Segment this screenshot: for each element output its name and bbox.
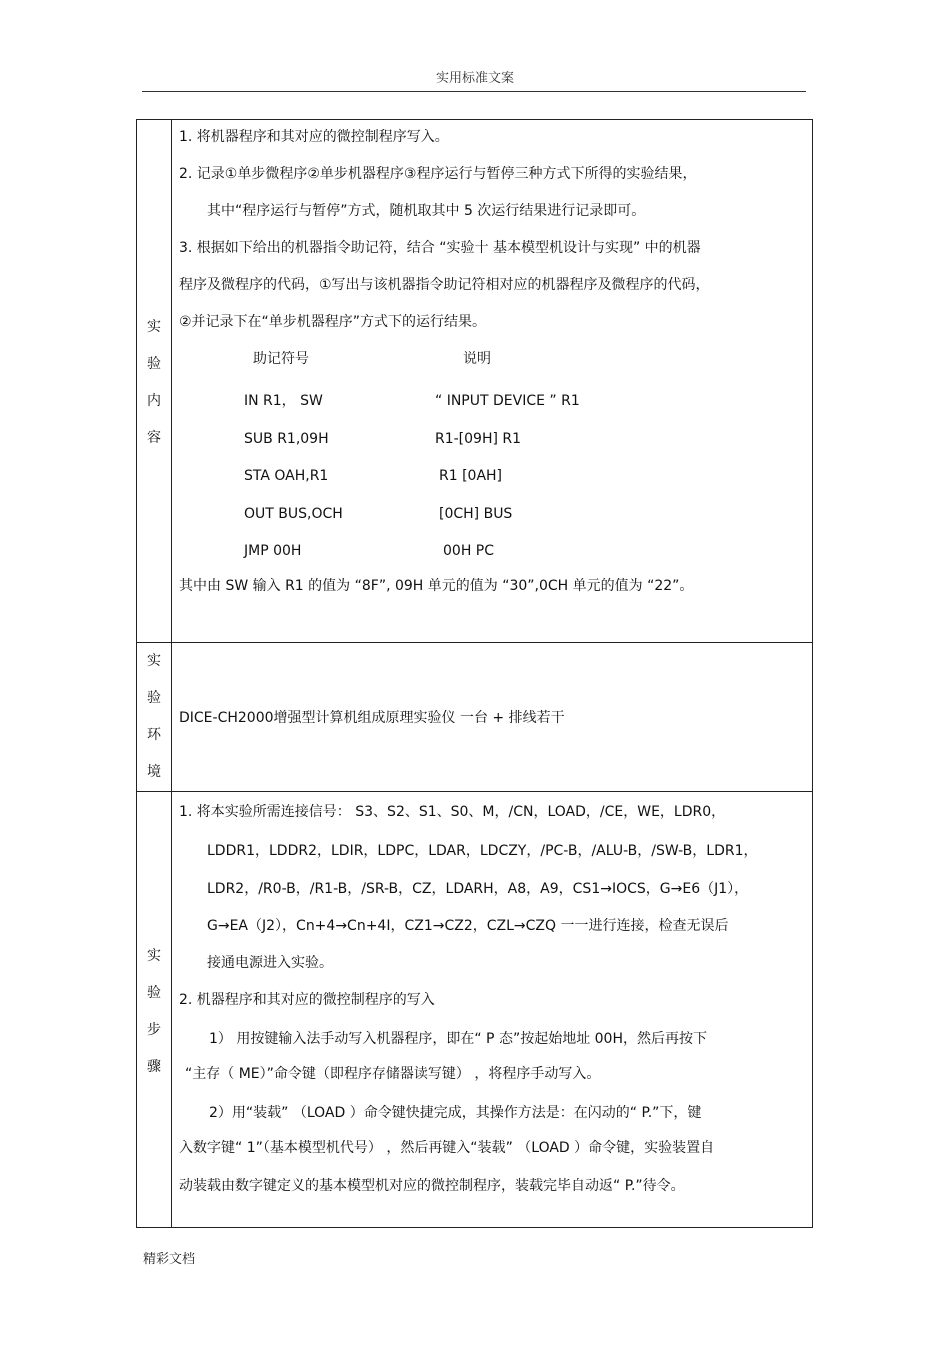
steps-line-1: 1. 将本实验所需连接信号： S3、S2、S1、S0、M，/CN，LOAD，/CE，WE，LDR0，	[179, 804, 726, 820]
label-char: 境	[147, 764, 161, 780]
instruction-mnemonic: OUT BUS,OCH	[244, 506, 343, 522]
label-char: 实	[147, 948, 161, 964]
environment-section-label	[137, 643, 171, 791]
steps-line-7: 1） 用按键输入法手动写入机器程序，即在“ P 态”按起始地址 00H，然后再按下	[209, 1031, 707, 1047]
instruction-description: R1 [0AH]	[439, 468, 503, 484]
environment-text: DICE-CH2000增强型计算机组成原理实验仪 一台 + 排线若干	[179, 710, 565, 726]
content-line-4: 3. 根据如下给出的机器指令助记符，结合 “实验十 基本模型机设计与实现” 中的机器	[179, 240, 701, 256]
steps-line-5: 接通电源进入实验。	[207, 955, 333, 971]
description-header: 说明	[463, 351, 491, 367]
steps-line-4: G→EA（J2），Cn+4→Cn+4I，CZ1→CZ2，CZL→CZQ 一一进行连接，检查无误后	[207, 918, 729, 934]
steps-line-11: 动装载由数字键定义的基本模型机对应的微控制程序，装载完毕自动返“ P.”待令。	[179, 1178, 685, 1194]
content-line-3: 其中“程序运行与暂停”方式，随机取其中 5 次运行结果进行记录即可。	[207, 203, 646, 219]
label-char: 实	[147, 319, 161, 335]
label-char: 验	[147, 690, 161, 706]
label-char: 容	[147, 430, 161, 446]
content-section-label	[137, 309, 171, 457]
instruction-description: “ INPUT DEVICE ” R1	[435, 393, 580, 409]
steps-line-9: 2）用“装载” （LOAD ）命令键快捷完成，其操作方法是：在闪动的“ P.”下，键	[209, 1105, 702, 1121]
instruction-mnemonic: JMP 00H	[244, 543, 302, 559]
instruction-description: [0CH] BUS	[439, 506, 513, 522]
instruction-mnemonic: SUB R1,09H	[244, 431, 329, 447]
row-divider-content-environment	[137, 642, 812, 643]
content-line-2: 2. 记录①单步微程序②单步机器程序③程序运行与暂停三种方式下所得的实验结果，	[179, 166, 697, 182]
content-line-1: 1. 将机器程序和其对应的微控制程序写入。	[179, 129, 449, 145]
instruction-mnemonic: STA OAH,R1	[244, 468, 329, 484]
page-header-title: 实用标准文案	[435, 71, 514, 86]
instruction-mnemonic: IN R1， SW	[244, 393, 323, 409]
steps-line-10: 入数字键“ 1”（基本模型机代号） ，然后再键入“装载” （LOAD ）命令键，实验装置自	[179, 1140, 715, 1156]
experiment-table	[136, 119, 813, 1228]
header-divider	[142, 91, 806, 92]
steps-section-label	[137, 938, 171, 1086]
label-char: 环	[147, 727, 161, 743]
content-note: 其中由 SW 输入 R1 的值为 “8F”, 09H 单元的值为 “30”,0CH 单元的值为 “22”。	[179, 578, 694, 594]
label-char: 步	[147, 1022, 161, 1038]
steps-line-2: LDDR1，LDDR2，LDIR，LDPC，LDAR，LDCZY，/PC-B，/ALU-B，/SW-B，LDR1，	[207, 843, 758, 859]
content-line-5: 程序及微程序的代码，①写出与该机器指令助记符相对应的机器程序及微程序的代码，	[179, 277, 710, 293]
label-char: 内	[147, 393, 161, 409]
label-char: 验	[147, 356, 161, 372]
label-char: 验	[147, 985, 161, 1001]
instruction-description: 00H PC	[443, 543, 495, 559]
steps-line-6: 2. 机器程序和其对应的微控制程序的写入	[179, 992, 435, 1008]
label-char: 实	[147, 653, 161, 669]
page-footer: 精彩文档	[143, 1252, 196, 1267]
steps-line-8: “主存（ ME）”命令键（即程序存储器读写键） ，将程序手动写入。	[185, 1066, 601, 1082]
content-line-6: ②并记录下在“单步机器程序”方式下的运行结果。	[179, 314, 487, 330]
instruction-description: R1-[09H] R1	[435, 431, 522, 447]
row-divider-environment-steps	[137, 791, 812, 792]
mnemonic-header: 助记符号	[253, 351, 309, 367]
steps-line-3: LDR2，/R0-B，/R1-B，/SR-B，CZ，LDARH，A8，A9，CS1→IOCS，G→E6（J1），	[207, 881, 749, 897]
label-column-divider	[171, 120, 172, 1227]
label-char: 骤	[147, 1059, 161, 1075]
